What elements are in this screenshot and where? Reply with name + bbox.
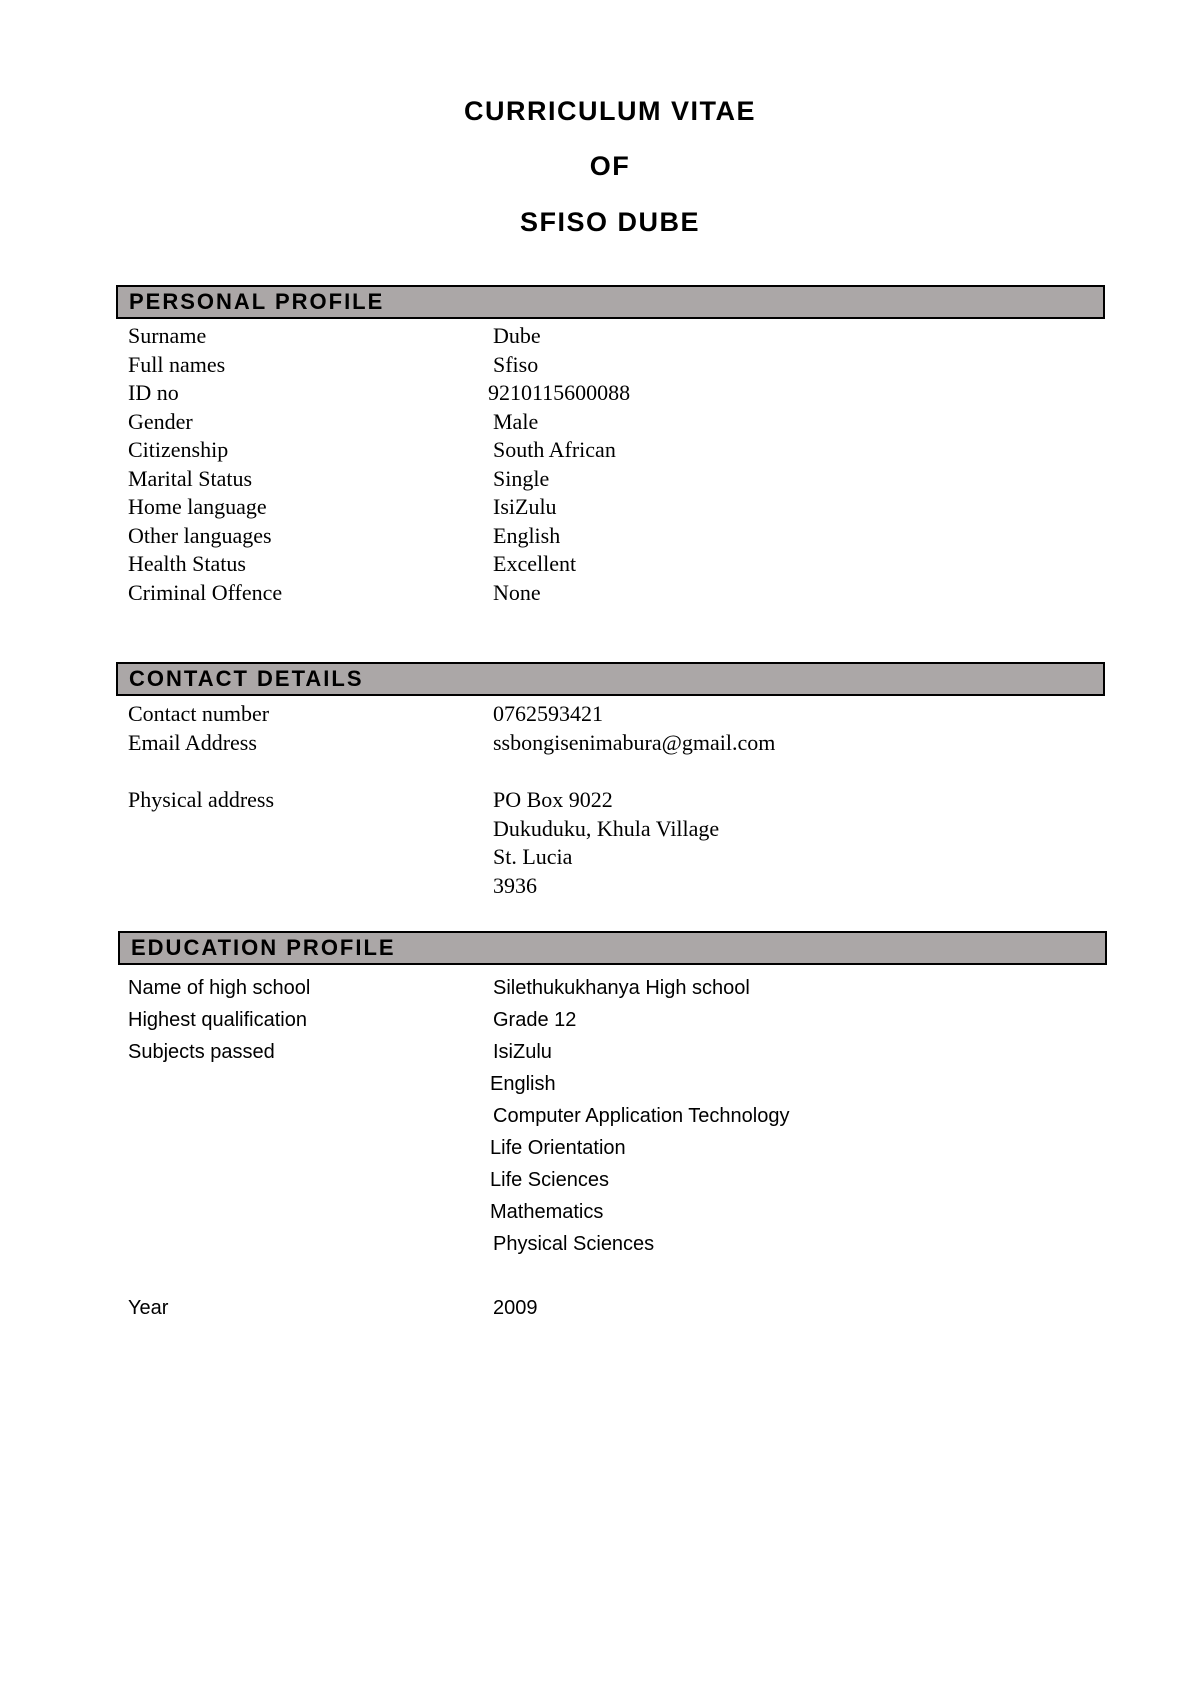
field-label: Citizenship: [128, 437, 229, 462]
field-label: Contact number: [128, 701, 270, 726]
field-label: Full names: [128, 351, 226, 377]
field-label: Highest qualification: [128, 1009, 307, 1031]
contact-number-value: 0762593421: [493, 701, 603, 726]
field-value: Sfiso: [493, 351, 539, 377]
field-label: Other languages: [128, 522, 272, 548]
personal-profile-heading: PERSONAL PROFILE: [116, 285, 1105, 319]
field-label: Home language: [128, 494, 267, 519]
address-line: 3936: [493, 872, 537, 898]
field-label: Gender: [128, 408, 193, 434]
subject-item: Computer Application Technology: [493, 1105, 790, 1127]
qualification-value: Grade 12: [493, 1009, 577, 1031]
field-value: Single: [493, 465, 550, 491]
field-value: Dube: [493, 323, 541, 348]
cv-person-name: SFISO DUBE: [519, 207, 701, 237]
subject-item: Life Sciences: [490, 1169, 609, 1191]
field-label: ID no: [128, 380, 179, 405]
contact-details-heading: CONTACT DETAILS: [116, 662, 1105, 696]
field-label: Name of high school: [128, 977, 311, 999]
field-value: Excellent: [493, 551, 577, 576]
address-line: St. Lucia: [493, 844, 573, 869]
field-label: Health Status: [128, 551, 246, 576]
address-line: Dukuduku, Khula Village: [493, 815, 720, 841]
subject-item: English: [490, 1073, 556, 1095]
subject-item: IsiZulu: [493, 1041, 552, 1063]
cv-title-of: OF: [589, 151, 631, 181]
school-value: Silethukukhanya High school: [493, 977, 750, 999]
subject-item: Mathematics: [490, 1201, 604, 1223]
address-line: PO Box 9022: [493, 787, 613, 812]
email-value: ssbongisenimabura@gmail.com: [493, 729, 776, 755]
field-label: Subjects passed: [128, 1041, 275, 1063]
year-value: 2009: [493, 1297, 538, 1319]
subject-item: Physical Sciences: [493, 1233, 655, 1255]
education-profile-heading: EDUCATION PROFILE: [118, 931, 1107, 965]
field-label: Physical address: [128, 787, 275, 812]
field-label: Email Address: [128, 729, 257, 755]
field-value: IsiZulu: [493, 494, 557, 519]
field-label: Marital Status: [128, 465, 253, 491]
field-value: English: [493, 522, 561, 548]
field-label: Year: [128, 1297, 169, 1319]
field-value: None: [493, 579, 541, 605]
field-label: Criminal Offence: [128, 579, 283, 605]
field-value: South African: [493, 437, 616, 462]
field-value: Male: [493, 408, 539, 434]
field-value: 9210115600088: [488, 380, 631, 405]
cv-title: CURRICULUM VITAE: [464, 96, 756, 126]
field-label: Surname: [128, 323, 207, 348]
subject-item: Life Orientation: [490, 1137, 626, 1159]
